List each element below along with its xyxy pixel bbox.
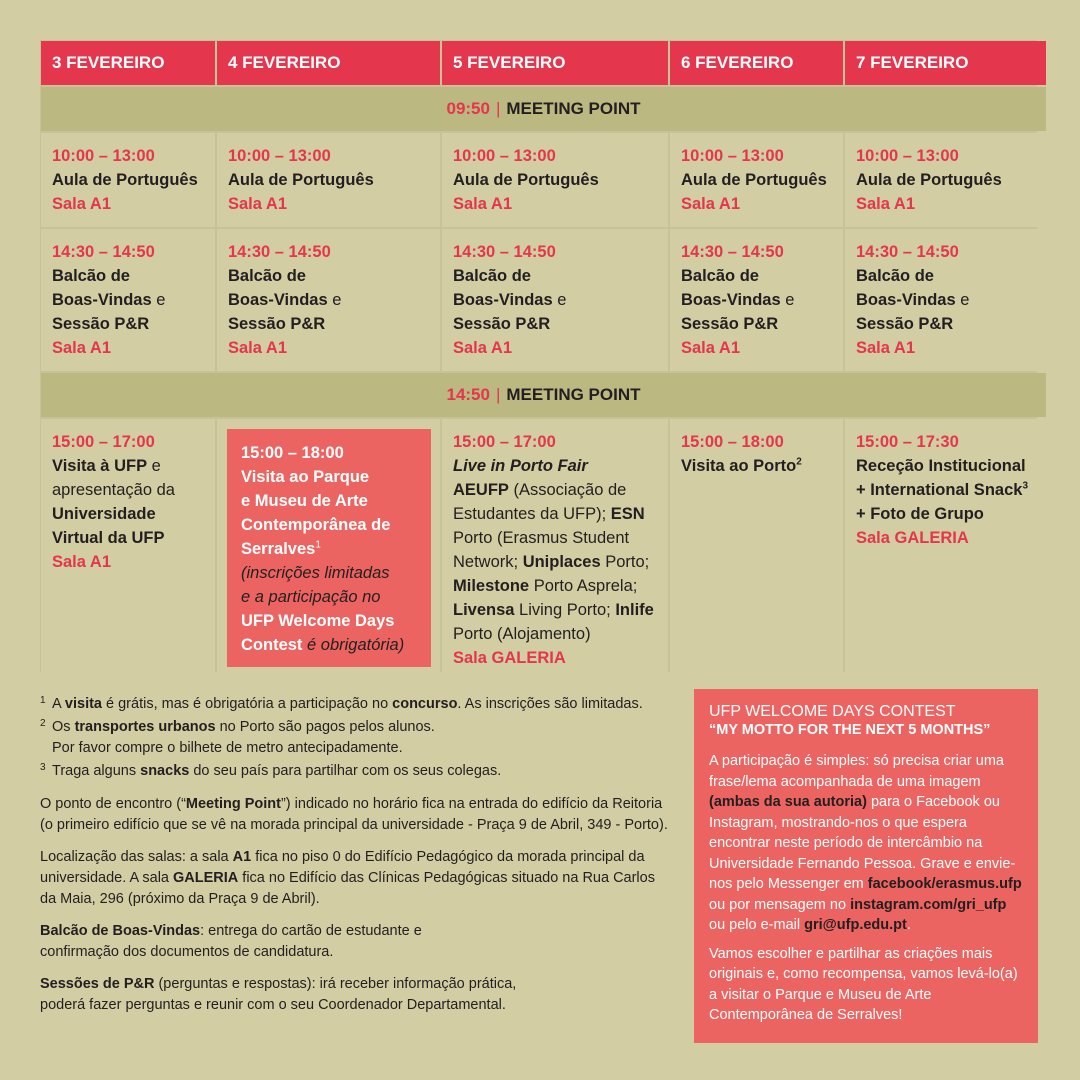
room: Sala A1: [52, 195, 112, 213]
afternoon-cell-d3: [41, 419, 215, 683]
meeting-point-note: [40, 794, 670, 836]
meeting-time: 09:50: [446, 99, 490, 118]
activity-line: Visita ao Porto: [681, 457, 797, 475]
text: ou por mensagem no: [709, 896, 851, 913]
time: 14:30 – 14:50: [228, 243, 331, 261]
text: fica no Edifício das Clínicas Pedagógicas situado na Rua Carlos da Maia, 296 (próximo da Praça 9 de Abril).: [40, 870, 655, 907]
footnote-marker: 3: [1022, 480, 1028, 492]
morning-cell: [845, 133, 1046, 227]
time: 15:00 – 18:00: [681, 433, 784, 451]
meeting-label: MEETING POINT: [506, 99, 641, 118]
activity-line: e: [151, 291, 166, 309]
activity-line: Balcão de: [228, 267, 306, 285]
activity-line: Porto (Alojamento): [453, 625, 591, 643]
activity-line: e Museu de Arte: [241, 492, 368, 510]
contest-subtitle: “MY MOTTO FOR THE NEXT 5 MONTHS”: [709, 722, 991, 738]
activity-line: Balcão de: [453, 267, 531, 285]
text: Balcão de Boas-Vindas: [40, 923, 201, 939]
morning-cell: [442, 133, 668, 227]
text: .: [906, 917, 911, 933]
activity-line: Boas-Vindas: [453, 291, 553, 309]
text: para o Facebook ou Instagram, mostrando-nos o que espera encontrar neste período de intercâmbio na Universidade Fernando Pessoa. Grave e envie-nos pelo Messenger em: [709, 794, 1016, 892]
activity-line: Balcão de: [52, 267, 130, 285]
room: Sala GALERIA: [453, 649, 566, 667]
activity-line: UFP Welcome Days: [241, 612, 395, 630]
text: Traga alguns: [52, 763, 141, 779]
text: . As inscrições são limitadas.: [457, 696, 643, 712]
activity-line: Boas-Vindas: [681, 291, 781, 309]
activity-line: Sessão P&R: [52, 315, 150, 333]
schedule-table: [40, 40, 1037, 672]
text: transportes urbanos: [74, 719, 216, 735]
email-link[interactable]: gri@ufp.edu.pt: [804, 917, 907, 933]
text: A participação é simples: só precisa criar uma frase/lema acompanhada de uma imagem: [709, 753, 1004, 790]
activity-line: Porto;: [600, 553, 650, 571]
activity-line: Contemporânea de: [241, 516, 391, 534]
text: ou pelo e-mail: [709, 917, 805, 933]
activity-line: AEUFP: [453, 481, 509, 499]
activity-line: ESN: [610, 505, 645, 523]
activity: Aula de Português: [228, 171, 374, 189]
footnote: [40, 761, 670, 782]
room: Sala A1: [856, 339, 916, 357]
room: Sala A1: [453, 339, 513, 357]
afternoon-cell-d5: [442, 419, 668, 683]
morning-cell: [41, 133, 215, 227]
room: Sala A1: [681, 195, 741, 213]
footnote-number: 2: [40, 718, 46, 729]
activity-line: (inscrições limitadas: [241, 564, 390, 582]
activity-line: Livensa: [453, 601, 515, 619]
activity-line: Sessão P&R: [228, 315, 326, 333]
welcome-cell: [217, 229, 440, 371]
activity-line: é obrigatória): [302, 636, 405, 654]
text: é grátis, mas é obrigatória a participação no: [102, 696, 393, 712]
text: fica no piso 0 do Edifício Pedagógico da morada principal da universidade. A sala: [40, 849, 645, 886]
time: 10:00 – 13:00: [856, 147, 959, 165]
activity-line: Visita à UFP: [52, 457, 148, 475]
room: Sala A1: [52, 339, 112, 357]
text: Localização das salas: a sala: [40, 849, 233, 865]
time: 10:00 – 13:00: [453, 147, 556, 165]
contest-description: [709, 751, 1024, 936]
activity-line: Receção Institucional: [856, 457, 1026, 475]
activity: Aula de Português: [453, 171, 599, 189]
activity-line: Uniplaces: [522, 553, 601, 571]
activity-line: Living Porto;: [514, 601, 616, 619]
activity-line: + Foto de Grupo: [856, 505, 984, 523]
balcao-note: [40, 921, 440, 963]
activity-line: Boas-Vindas: [52, 291, 152, 309]
footnote-number: 3: [40, 762, 46, 773]
welcome-cell: [442, 229, 668, 371]
text: do seu país para partilhar com os seus colegas.: [189, 763, 502, 779]
text: A: [52, 696, 65, 712]
meeting-label: MEETING POINT: [506, 385, 641, 404]
time: 10:00 – 13:00: [52, 147, 155, 165]
text: : entrega do cartão de estudante e confirmação dos documentos de candidatura.: [40, 923, 422, 960]
footnote-text: [52, 717, 435, 759]
day-header: 3 FEVEREIRO: [41, 41, 215, 85]
activity-line: Milestone: [453, 577, 530, 595]
text: Meeting Point: [185, 796, 281, 812]
activity-line: Estudantes da UFP);: [453, 505, 611, 523]
text: ”) indicado no horário fica na entrada do edifício da Reitoria (o primeiro edifício que se vê na morada principal da universidade - Praça 9 de Abril, 349 - Porto).: [40, 796, 668, 833]
text: visita: [64, 696, 102, 712]
room: Sala GALERIA: [856, 529, 969, 547]
activity-line: Network;: [453, 553, 523, 571]
text: (ambas da sua autoria): [709, 794, 867, 810]
room: Sala A1: [228, 195, 288, 213]
activity-line: Porto (Erasmus Student: [453, 529, 630, 547]
meeting-point-row: [41, 373, 1046, 417]
activity: Aula de Português: [856, 171, 1002, 189]
time: 14:30 – 14:50: [453, 243, 556, 261]
activity-line: Virtual da UFP: [52, 529, 165, 547]
room: Sala A1: [856, 195, 916, 213]
footnote-text: [52, 761, 501, 782]
text: Por favor compre o bilhete de metro antecipadamente.: [52, 740, 403, 756]
activity-line: + International Snack: [856, 481, 1023, 499]
activity: Aula de Português: [681, 171, 827, 189]
text: concurso: [392, 696, 458, 712]
time: 14:30 – 14:50: [856, 243, 959, 261]
day-header: 5 FEVEREIRO: [442, 41, 668, 85]
footnote-number: 1: [40, 695, 46, 706]
time: 10:00 – 13:00: [228, 147, 331, 165]
activity-line: Boas-Vindas: [856, 291, 956, 309]
activity-line: e: [780, 291, 795, 309]
serralves-highlight: [227, 429, 431, 667]
text: Os: [52, 719, 75, 735]
footnote-marker: 2: [796, 456, 802, 468]
contest-reward: Vamos escolher e partilhar as criações mais originais e, como recompensa, vamos levá-lo(a) a visitar o Parque e Museu de Arte Contemporânea de Serralves!: [709, 945, 1018, 1023]
day-header: 4 FEVEREIRO: [217, 41, 440, 85]
activity-line: Live in Porto Fair: [453, 457, 588, 475]
text: GALERIA: [173, 870, 239, 886]
text: no Porto são pagos pelos alunos.: [215, 719, 435, 735]
time: 15:00 – 18:00: [241, 444, 344, 462]
activity-line: Inlife: [615, 601, 654, 619]
time: 15:00 – 17:00: [453, 433, 556, 451]
time: 15:00 – 17:00: [52, 433, 155, 451]
activity-line: Contest: [241, 636, 303, 654]
activity-line: Sessão P&R: [856, 315, 954, 333]
activity-line: Porto Asprela;: [529, 577, 638, 595]
meeting-point-row: [41, 87, 1046, 131]
time: 15:00 – 17:30: [856, 433, 959, 451]
activity: Aula de Português: [52, 171, 198, 189]
instagram-link[interactable]: instagram.com/gri_ufp: [850, 896, 1007, 913]
activity-line: e: [147, 457, 161, 475]
morning-cell: [670, 133, 843, 227]
morning-cell: [217, 133, 440, 227]
activity-line: apresentação da: [52, 481, 175, 499]
text: O ponto de encontro (“: [40, 796, 186, 812]
footnote-text: [52, 694, 643, 715]
activity-line: e: [955, 291, 970, 309]
footnote: [40, 717, 670, 759]
activity-line: Serralves: [241, 540, 316, 558]
activity-line: (Associação de: [508, 481, 627, 499]
afternoon-cell-d4: [217, 419, 440, 683]
afternoon-cell-d6: [670, 419, 843, 683]
room: Sala A1: [453, 195, 513, 213]
text: snacks: [140, 763, 190, 779]
activity-line: e a participação no: [241, 588, 381, 606]
contest-title: UFP WELCOME DAYS CONTEST: [709, 703, 956, 720]
welcome-cell: [670, 229, 843, 371]
facebook-link[interactable]: facebook/erasmus.ufp: [867, 876, 1022, 892]
activity-line: Universidade: [52, 505, 156, 523]
room: Sala A1: [52, 553, 112, 571]
contest-box: [694, 689, 1038, 1043]
text: (perguntas e respostas): irá receber informação prática, poderá fazer perguntas e reunir com o seu Coordenador Departamental.: [40, 976, 517, 1013]
room: Sala A1: [228, 339, 288, 357]
text: Sessões de P&R: [40, 976, 155, 992]
activity-line: e: [327, 291, 342, 309]
afternoon-cell-d7: [845, 419, 1046, 683]
time: 14:30 – 14:50: [681, 243, 784, 261]
activity-line: Sessão P&R: [681, 315, 779, 333]
activity-line: e: [552, 291, 567, 309]
sessoes-note: [40, 974, 530, 1016]
rooms-note: [40, 847, 670, 910]
meeting-time: 14:50: [446, 385, 490, 404]
text: A1: [232, 849, 252, 865]
footnote: [40, 694, 670, 715]
separator: |: [495, 385, 501, 404]
activity-line: Sessão P&R: [453, 315, 551, 333]
activity-line: Balcão de: [681, 267, 759, 285]
welcome-cell: [845, 229, 1046, 371]
activity-line: Boas-Vindas: [228, 291, 328, 309]
notes-section: [40, 694, 670, 1027]
time: 10:00 – 13:00: [681, 147, 784, 165]
day-header: 7 FEVEREIRO: [845, 41, 1046, 85]
activity-line: Balcão de: [856, 267, 934, 285]
footnote-marker: 1: [315, 539, 321, 551]
separator: |: [495, 99, 501, 118]
room: Sala A1: [681, 339, 741, 357]
welcome-cell: [41, 229, 215, 371]
time: 14:30 – 14:50: [52, 243, 155, 261]
activity-line: Visita ao Parque: [241, 468, 370, 486]
day-header: 6 FEVEREIRO: [670, 41, 843, 85]
